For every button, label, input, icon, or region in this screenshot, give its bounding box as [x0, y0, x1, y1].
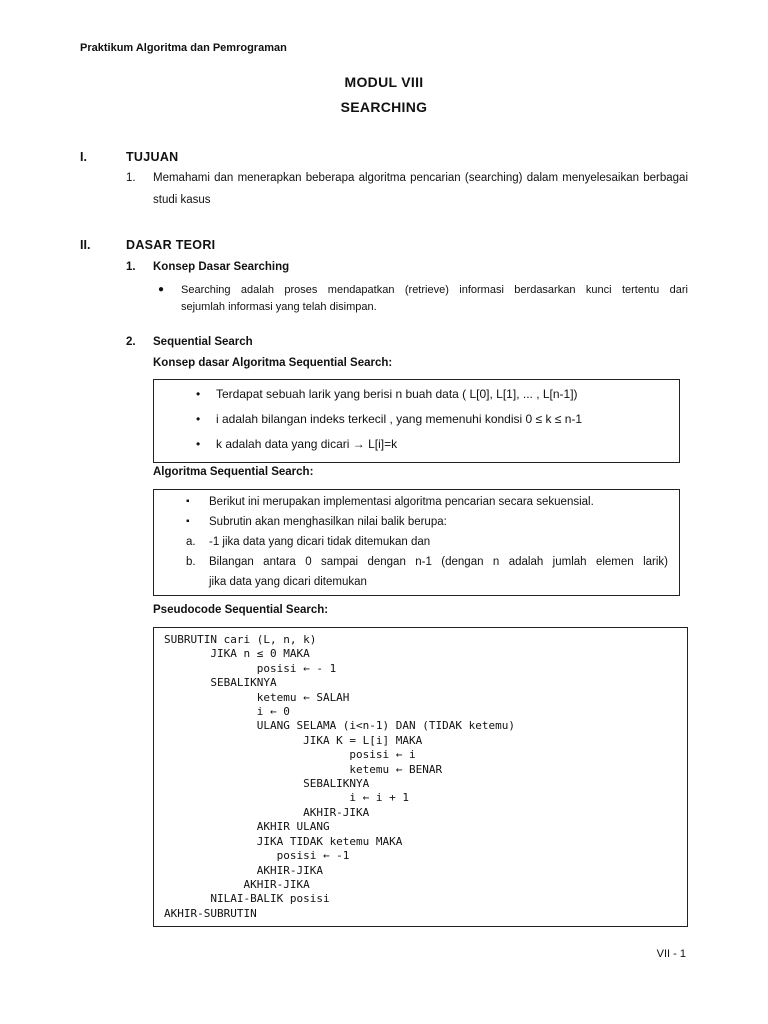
- section-2-title: DASAR TEORI: [126, 238, 216, 252]
- searching-definition-line1: Searching adalah proses mendapatkan (retrieve) informasi berdasarkan kunci tertentu dari: [181, 284, 688, 296]
- concept-heading: Konsep dasar Algoritma Sequential Search:: [153, 357, 393, 369]
- bullet-icon: •: [196, 387, 201, 401]
- concept-box: • Terdapat sebuah larik yang berisi n buah data ( L[0], L[1], ... , L[n-1]) • i adalah bilangan indeks terkecil , yang memenuhi kondisi 0 ≤ k ≤ n-1 • k adalah data yang dicari → L[i]=k: [153, 379, 680, 463]
- bullet-icon: •: [196, 437, 201, 451]
- square-bullet-icon: ▪: [186, 516, 190, 527]
- module-subtitle: SEARCHING: [340, 99, 428, 115]
- subsection-2-number: 2.: [126, 336, 136, 348]
- section-2-number: II.: [80, 238, 91, 252]
- objective-1-line1: Memahami dan menerapkan beberapa algoritma pencarian (searching) dalam menyelesaikan berbagai: [153, 172, 688, 184]
- section-1-title: TUJUAN: [126, 150, 179, 164]
- searching-definition-line2: sejumlah informasi yang telah disimpan.: [181, 301, 377, 313]
- subsection-1-title: Konsep Dasar Searching: [153, 261, 290, 273]
- pseudocode-heading: Pseudocode Sequential Search:: [153, 604, 329, 616]
- algorithm-box: ▪ Berikut ini merupakan implementasi algoritma pencarian secara sekuensial. ▪ Subrutin akan menghasilkan nilai balik berupa: a. -1 jika data yang dicari tidak ditemukan dan b. Bilangan antara 0 sampai dengan n-1 (dengan n adalah jumlah elemen larik) jika data yang dicari ditemukan: [153, 489, 680, 596]
- running-header: Praktikum Algoritma dan Pemrograman: [80, 42, 287, 54]
- subsection-1-number: 1.: [126, 261, 136, 273]
- subsection-2-title: Sequential Search: [153, 336, 253, 348]
- bullet-icon: ●: [158, 284, 165, 295]
- objective-1-number: 1.: [126, 172, 136, 184]
- square-bullet-icon: ▪: [186, 496, 190, 507]
- pseudocode-box: [153, 627, 688, 927]
- section-1-number: I.: [80, 150, 87, 164]
- page-number: VII - 1: [656, 948, 686, 960]
- objective-1-line2: studi kasus: [153, 194, 211, 206]
- bullet-icon: •: [196, 412, 201, 426]
- pseudocode-block: SUBRUTIN cari (L, n, k) JIKA n ≤ 0 MAKA posisi ← - 1 SEBALIKNYA ketemu ← SALAH i ← 0 ULANG SELAMA (i<n-1) DAN (TIDAK ketemu) JIKA K = L[i] MAKA posisi ← i ketemu ← BENAR SEBALIKNYA i ← i + 1 AKHIR-JIKA AKHIR ULANG JIKA TIDAK ketemu MAKA posisi ← -1 AKHIR-JIKA AKHIR-JIKA NILAI-BALIK posisi AKHIR-SUBRUTIN: [164, 633, 515, 920]
- module-title: MODUL VIII: [344, 74, 424, 90]
- algorithm-heading: Algoritma Sequential Search:: [153, 466, 314, 478]
